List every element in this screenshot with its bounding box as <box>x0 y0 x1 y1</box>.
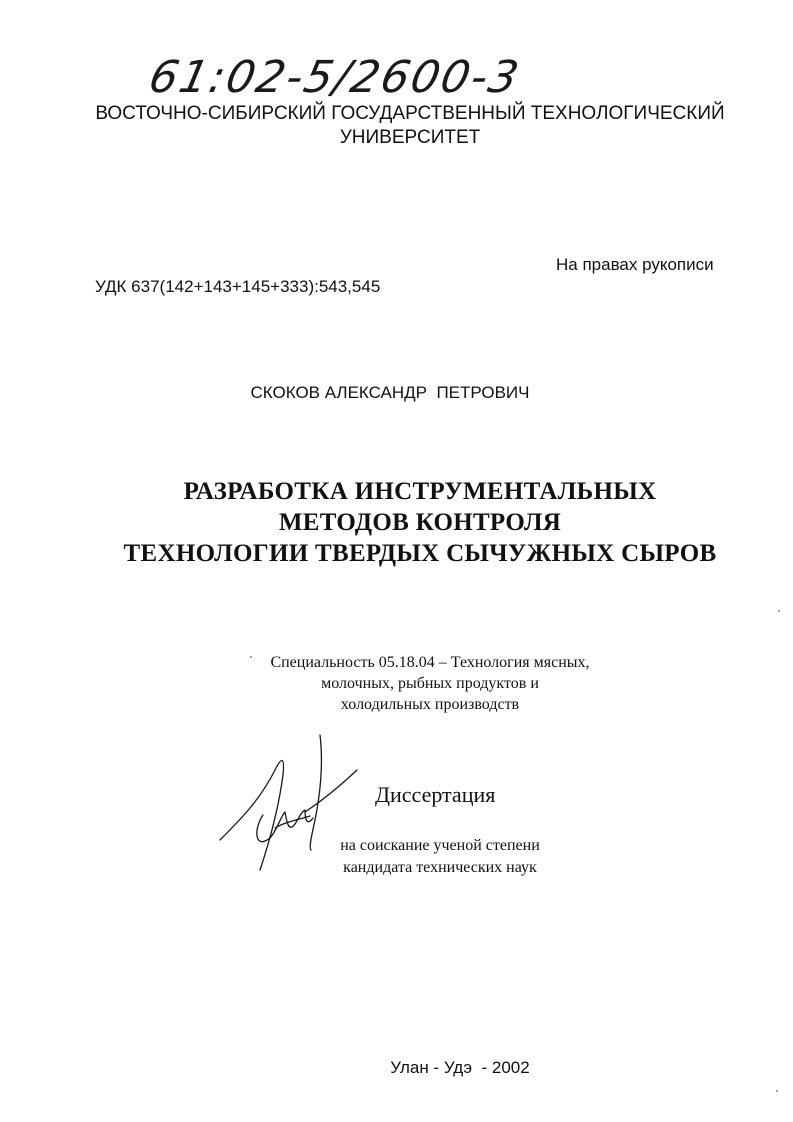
scan-speck <box>776 1090 778 1092</box>
dissertation-label: Диссертация <box>375 782 496 807</box>
scan-speck <box>250 656 252 658</box>
specialty-line2: молочных, рыбных продуктов и <box>321 675 539 692</box>
rights-notice: На правах рукописи <box>556 255 714 274</box>
scan-speck <box>778 610 780 612</box>
title-line1: РАЗРАБОТКА ИНСТРУМЕНТАЛЬНЫХ <box>183 478 657 505</box>
university-name-line1: ВОСТОЧНО-СИБИРСКИЙ ГОСУДАРСТВЕННЫЙ ТЕХНОЛОГИЧЕСКИЙ <box>95 103 725 124</box>
university-name <box>40 102 780 150</box>
specialty-line3: холодильных производств <box>340 696 520 713</box>
title-line2: МЕТОДОВ КОНТРОЛЯ <box>278 509 562 536</box>
title-line3: ТЕХНОЛОГИИ ТВЕРДЫХ СЫЧУЖНЫХ СЫРОВ <box>123 540 717 567</box>
author-name: СКОКОВ АЛЕКСАНДР ПЕТРОВИЧ <box>250 383 530 402</box>
dissertation-title <box>40 476 793 569</box>
degree-block <box>300 835 580 879</box>
specialty-block <box>160 652 700 715</box>
degree-line2: кандидата технических наук <box>343 859 537 876</box>
degree-line1: на соискание ученой степени <box>340 837 540 854</box>
university-name-line2: УНИВЕРСИТЕТ <box>339 127 481 148</box>
specialty-line1: Специальность 05.18.04 – Технология мясных, <box>270 654 590 671</box>
udk-code: УДК 637(142+143+145+333):543,545 <box>95 277 381 296</box>
city-year: Улан - Удэ - 2002 <box>390 1058 530 1077</box>
handwritten-catalog-number: 61:02-5/2600-3 <box>144 52 525 103</box>
